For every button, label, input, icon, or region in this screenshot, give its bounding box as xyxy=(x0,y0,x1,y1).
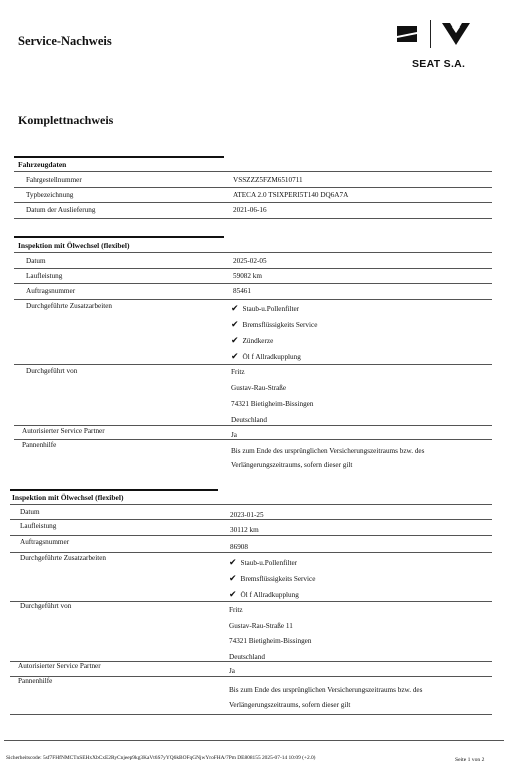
checkmark-icon: ✔ xyxy=(231,336,239,346)
row-divider xyxy=(14,439,492,440)
cupra-mark-icon xyxy=(441,21,471,47)
performed-by-country: Deutschland xyxy=(229,653,265,661)
row-divider xyxy=(10,504,492,505)
extras-label: Durchgeführte Zusatzarbeiten xyxy=(26,302,113,310)
performed-by-city: 74321 Bietigheim-Bissingen xyxy=(231,400,314,408)
row-divider xyxy=(14,268,492,269)
breakdown-label: Pannenhilfe xyxy=(18,677,53,685)
performed-by-name: Fritz xyxy=(229,606,243,614)
extra-item-text: Zündkerze xyxy=(242,337,274,345)
vin-value: VSSZZZ5FZM6510711 xyxy=(233,176,303,184)
extra-item-text: Bremsflüssigkeits Service xyxy=(242,321,318,329)
mileage-value: 59082 km xyxy=(233,272,262,280)
date-value: 2023-01-25 xyxy=(230,511,264,519)
breakdown-label: Pannenhilfe xyxy=(22,441,57,449)
section-rule xyxy=(14,236,224,238)
seat-s-mark-icon xyxy=(396,23,418,45)
delivery-date-value: 2021-06-16 xyxy=(233,206,267,214)
performed-by-name: Fritz xyxy=(231,368,245,376)
checkmark-icon: ✔ xyxy=(231,320,239,330)
performed-by-city: 74321 Bietigheim-Bissingen xyxy=(229,637,312,645)
performed-by-street: Gustav-Rau-Straße xyxy=(231,384,287,392)
performed-by-country: Deutschland xyxy=(231,416,267,424)
inspection-heading: Inspektion mit Ölwechsel (flexibel) xyxy=(12,493,124,502)
breakdown-text: Verlängerungszeitraums, sofern dieser gilt xyxy=(231,461,353,469)
mileage-label: Laufleistung xyxy=(26,272,63,280)
brand-logo xyxy=(396,18,471,50)
extra-item xyxy=(231,352,301,362)
extra-item xyxy=(229,574,315,584)
row-divider xyxy=(14,218,492,219)
partner-value: Ja xyxy=(231,431,237,439)
date-value: 2025-02-05 xyxy=(233,257,267,265)
extra-item xyxy=(229,590,299,600)
vin-label: Fahrgestellnummer xyxy=(26,176,82,184)
date-label: Datum xyxy=(20,508,40,516)
extra-item-text: Öl f Allradkupplung xyxy=(242,353,301,361)
extra-item xyxy=(231,320,317,330)
inspection-heading: Inspektion mit Ölwechsel (flexibel) xyxy=(18,241,130,250)
extra-item xyxy=(231,304,299,314)
extra-item-text: Öl f Allradkupplung xyxy=(240,591,299,599)
mileage-value: 30112 km xyxy=(230,526,259,534)
row-divider xyxy=(10,601,492,602)
section-rule xyxy=(14,156,224,158)
page-title: Service-Nachweis xyxy=(18,34,112,48)
extra-item xyxy=(231,336,273,346)
breakdown-text: Bis zum Ende des ursprünglichen Versicherungszeitraums bzw. des xyxy=(231,447,425,455)
security-code: Sicherheitscode: 5sf7FHfNMCTnSEHxXbCxE2RyCnjeep9kg3KaVt6S7yYQ6kBOFqGNjwYroFHA/7Pm DE808155 2025-07-14 10:09 (+2.0) xyxy=(6,755,316,761)
extra-item-text: Bremsflüssigkeits Service xyxy=(240,575,316,583)
partner-label: Autorisierter Service Partner xyxy=(18,662,101,670)
row-divider xyxy=(10,714,492,715)
row-divider xyxy=(14,299,492,300)
extras-label: Durchgeführte Zusatzarbeiten xyxy=(20,554,107,562)
checkmark-icon: ✔ xyxy=(229,590,237,600)
checkmark-icon: ✔ xyxy=(231,304,239,314)
mileage-label: Laufleistung xyxy=(20,522,57,530)
row-divider xyxy=(14,187,492,188)
checkmark-icon: ✔ xyxy=(229,558,237,568)
type-value: ATECA 2.0 TSIXPERI5T140 DQ6A7A xyxy=(233,191,349,199)
row-divider xyxy=(14,202,492,203)
order-label: Auftragsnummer xyxy=(20,538,70,546)
performed-by-label: Durchgeführt von xyxy=(20,602,72,610)
extra-item-text: Staub-u.Pollenfilter xyxy=(242,305,300,313)
partner-label: Autorisierter Service Partner xyxy=(22,427,105,435)
delivery-date-label: Datum der Auslieferung xyxy=(26,206,96,214)
row-divider xyxy=(10,552,492,553)
row-divider xyxy=(10,519,492,520)
order-value: 85461 xyxy=(233,287,251,295)
row-divider xyxy=(10,535,492,536)
row-divider xyxy=(14,425,492,426)
vehicle-heading: Fahrzeugdaten xyxy=(18,160,67,169)
row-divider xyxy=(14,171,492,172)
date-label: Datum xyxy=(26,257,46,265)
order-value: 86908 xyxy=(230,543,248,551)
section-title: Komplettnachweis xyxy=(18,113,114,127)
footer-rule xyxy=(4,740,504,741)
partner-value: Ja xyxy=(229,667,235,675)
extra-item-text: Staub-u.Pollenfilter xyxy=(240,559,298,567)
row-divider xyxy=(14,283,492,284)
row-divider xyxy=(14,252,492,253)
checkmark-icon: ✔ xyxy=(231,352,239,362)
extra-item xyxy=(229,558,297,568)
brand-name: SEAT S.A. xyxy=(412,58,466,70)
type-label: Typbezeichnung xyxy=(26,191,74,199)
breakdown-text: Verlängerungszeitraums, sofern dieser gilt xyxy=(229,701,351,709)
page-number: Seite 1 von 2 xyxy=(455,757,485,763)
performed-by-label: Durchgeführt von xyxy=(26,367,78,375)
section-rule xyxy=(10,489,218,491)
order-label: Auftragsnummer xyxy=(26,287,76,295)
breakdown-text: Bis zum Ende des ursprünglichen Versicherungszeitraums bzw. des xyxy=(229,686,423,694)
performed-by-street: Gustav-Rau-Straße 11 xyxy=(229,622,293,630)
brand-divider xyxy=(430,20,431,48)
row-divider xyxy=(14,364,492,365)
checkmark-icon: ✔ xyxy=(229,574,237,584)
row-divider xyxy=(10,676,492,677)
